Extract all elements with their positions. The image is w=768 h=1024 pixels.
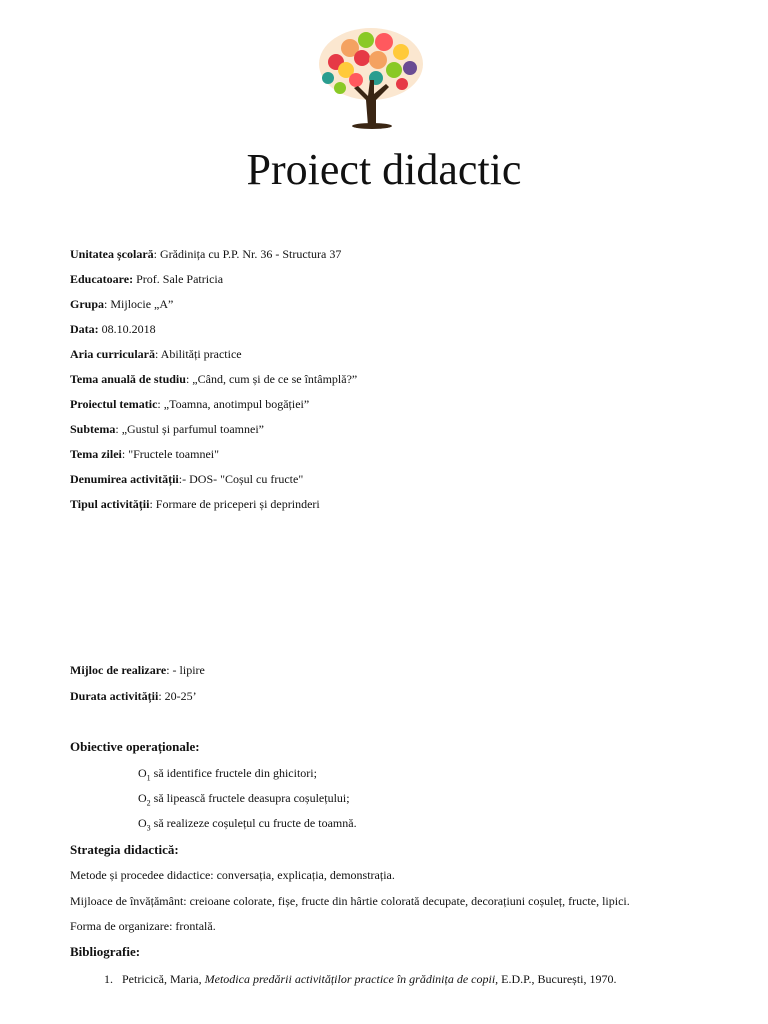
field-value: Prof. Sale Patricia [136,272,224,286]
objective-text: să realizeze coșulețul cu fructe de toamnă. [150,816,357,830]
bibliography-item [104,971,617,987]
fruit-tree-logo [306,22,436,132]
field-value: DOS- "Coșul cu fructe" [189,472,304,486]
field-row: Denumirea activității:- DOS- "Coșul cu fructe" [70,472,304,486]
objective-text: să identifice fructele din ghicitori; [150,766,317,780]
field-row: Durata activității: 20-25’ [70,689,197,703]
page-title: Proiect didactic [246,145,522,194]
field-row: Proiectul tematic: „Toamna, anotimpul bogăției” [70,397,310,411]
objective-index: 1 [146,773,151,783]
field-row [70,321,156,337]
field-row: Aria curriculară: Abilități practice [70,347,242,361]
field-label: Data: [70,322,99,336]
field-label: Proiectul tematic [70,397,158,411]
field-label: Tema anuală de studiu [70,372,186,386]
field-label: Tipul activității [70,497,150,511]
field-value: "Fructele toamnei" [128,447,220,461]
field-value: Abilități practice [160,347,242,361]
field-row: Grupa: Mijlocie „A” [70,297,174,311]
field-row: Subtema: „Gustul și parfumul toamnei” [70,422,264,436]
field-label: Educatoare: [70,272,134,286]
strategy-item: Mijloace de învățământ: creioane colorate, fișe, fructe din hârtie colorată decupate, decorațiuni coșuleț, fructe, lipici. [70,894,630,908]
field-value: „Toamna, anotimpul bogăției” [163,397,310,411]
objective-item: $O_1$ să identifice fructele din ghicitori; [138,766,317,783]
objective-index: 3 [146,823,151,833]
field-row: Mijloc de realizare: - lipire [70,663,205,677]
strategy-heading: Strategia didactică: [70,842,179,857]
field-label: Aria curriculară [70,347,155,361]
objective-item: $O_3$ să realizeze coșulețul cu fructe de toamnă. [138,816,357,833]
field-label: Grupa [70,297,105,311]
field-row [70,271,223,287]
field-value: - lipire [172,663,205,677]
field-value: Mijlocie „A” [110,297,174,311]
field-value: Formare de priceperi și deprinderi [155,497,320,511]
objective-index: 2 [146,798,151,808]
field-label: Tema zilei [70,447,122,461]
field-value: „Gustul și parfumul toamnei” [121,422,264,436]
field-label: Mijloc de realizare [70,663,167,677]
field-value: 08.10.2018 [101,322,156,336]
field-label: Subtema [70,422,116,436]
field-row: Unitatea școlară: Grădinița cu P.P. Nr. 36 - Structura 37 [70,247,342,261]
field-value: „Când, cum și de ce se întâmplă?” [192,372,358,386]
objective-item: $O_2$ să lipească fructele deasupra coșulețului; [138,791,350,808]
objectives-heading: Obiective operaționale: [70,739,200,754]
field-row: Tema zilei: "Fructele toamnei" [70,447,220,461]
field-row: Tema anuală de studiu: „Când, cum și de ce se întâmplă?” [70,372,358,386]
strategy-item: Forma de organizare: frontală. [70,919,216,933]
bibliography-work: Metodica predării activităților practice în grădinița de copii [204,972,496,986]
field-value: Grădinița cu P.P. Nr. 36 - Structura 37 [160,247,342,261]
bibliography-heading: Bibliografie: [70,944,141,959]
field-row: Tipul activității: Formare de priceperi și deprinderi [70,497,320,511]
objective-text: să lipească fructele deasupra coșulețului; [150,791,350,805]
field-label: Durata activității [70,689,159,703]
field-label: Denumirea activității [70,472,179,486]
strategy-item: Metode și procedee didactice: conversația, explicația, demonstrația. [70,868,395,882]
bibliography-number: 1. [104,972,122,986]
bibliography-author: Petricică, Maria, [122,972,205,986]
field-value: 20-25’ [164,689,197,703]
bibliography-publisher: , E.D.P., București, 1970. [495,972,617,986]
field-label: Unitatea școlară [70,247,154,261]
